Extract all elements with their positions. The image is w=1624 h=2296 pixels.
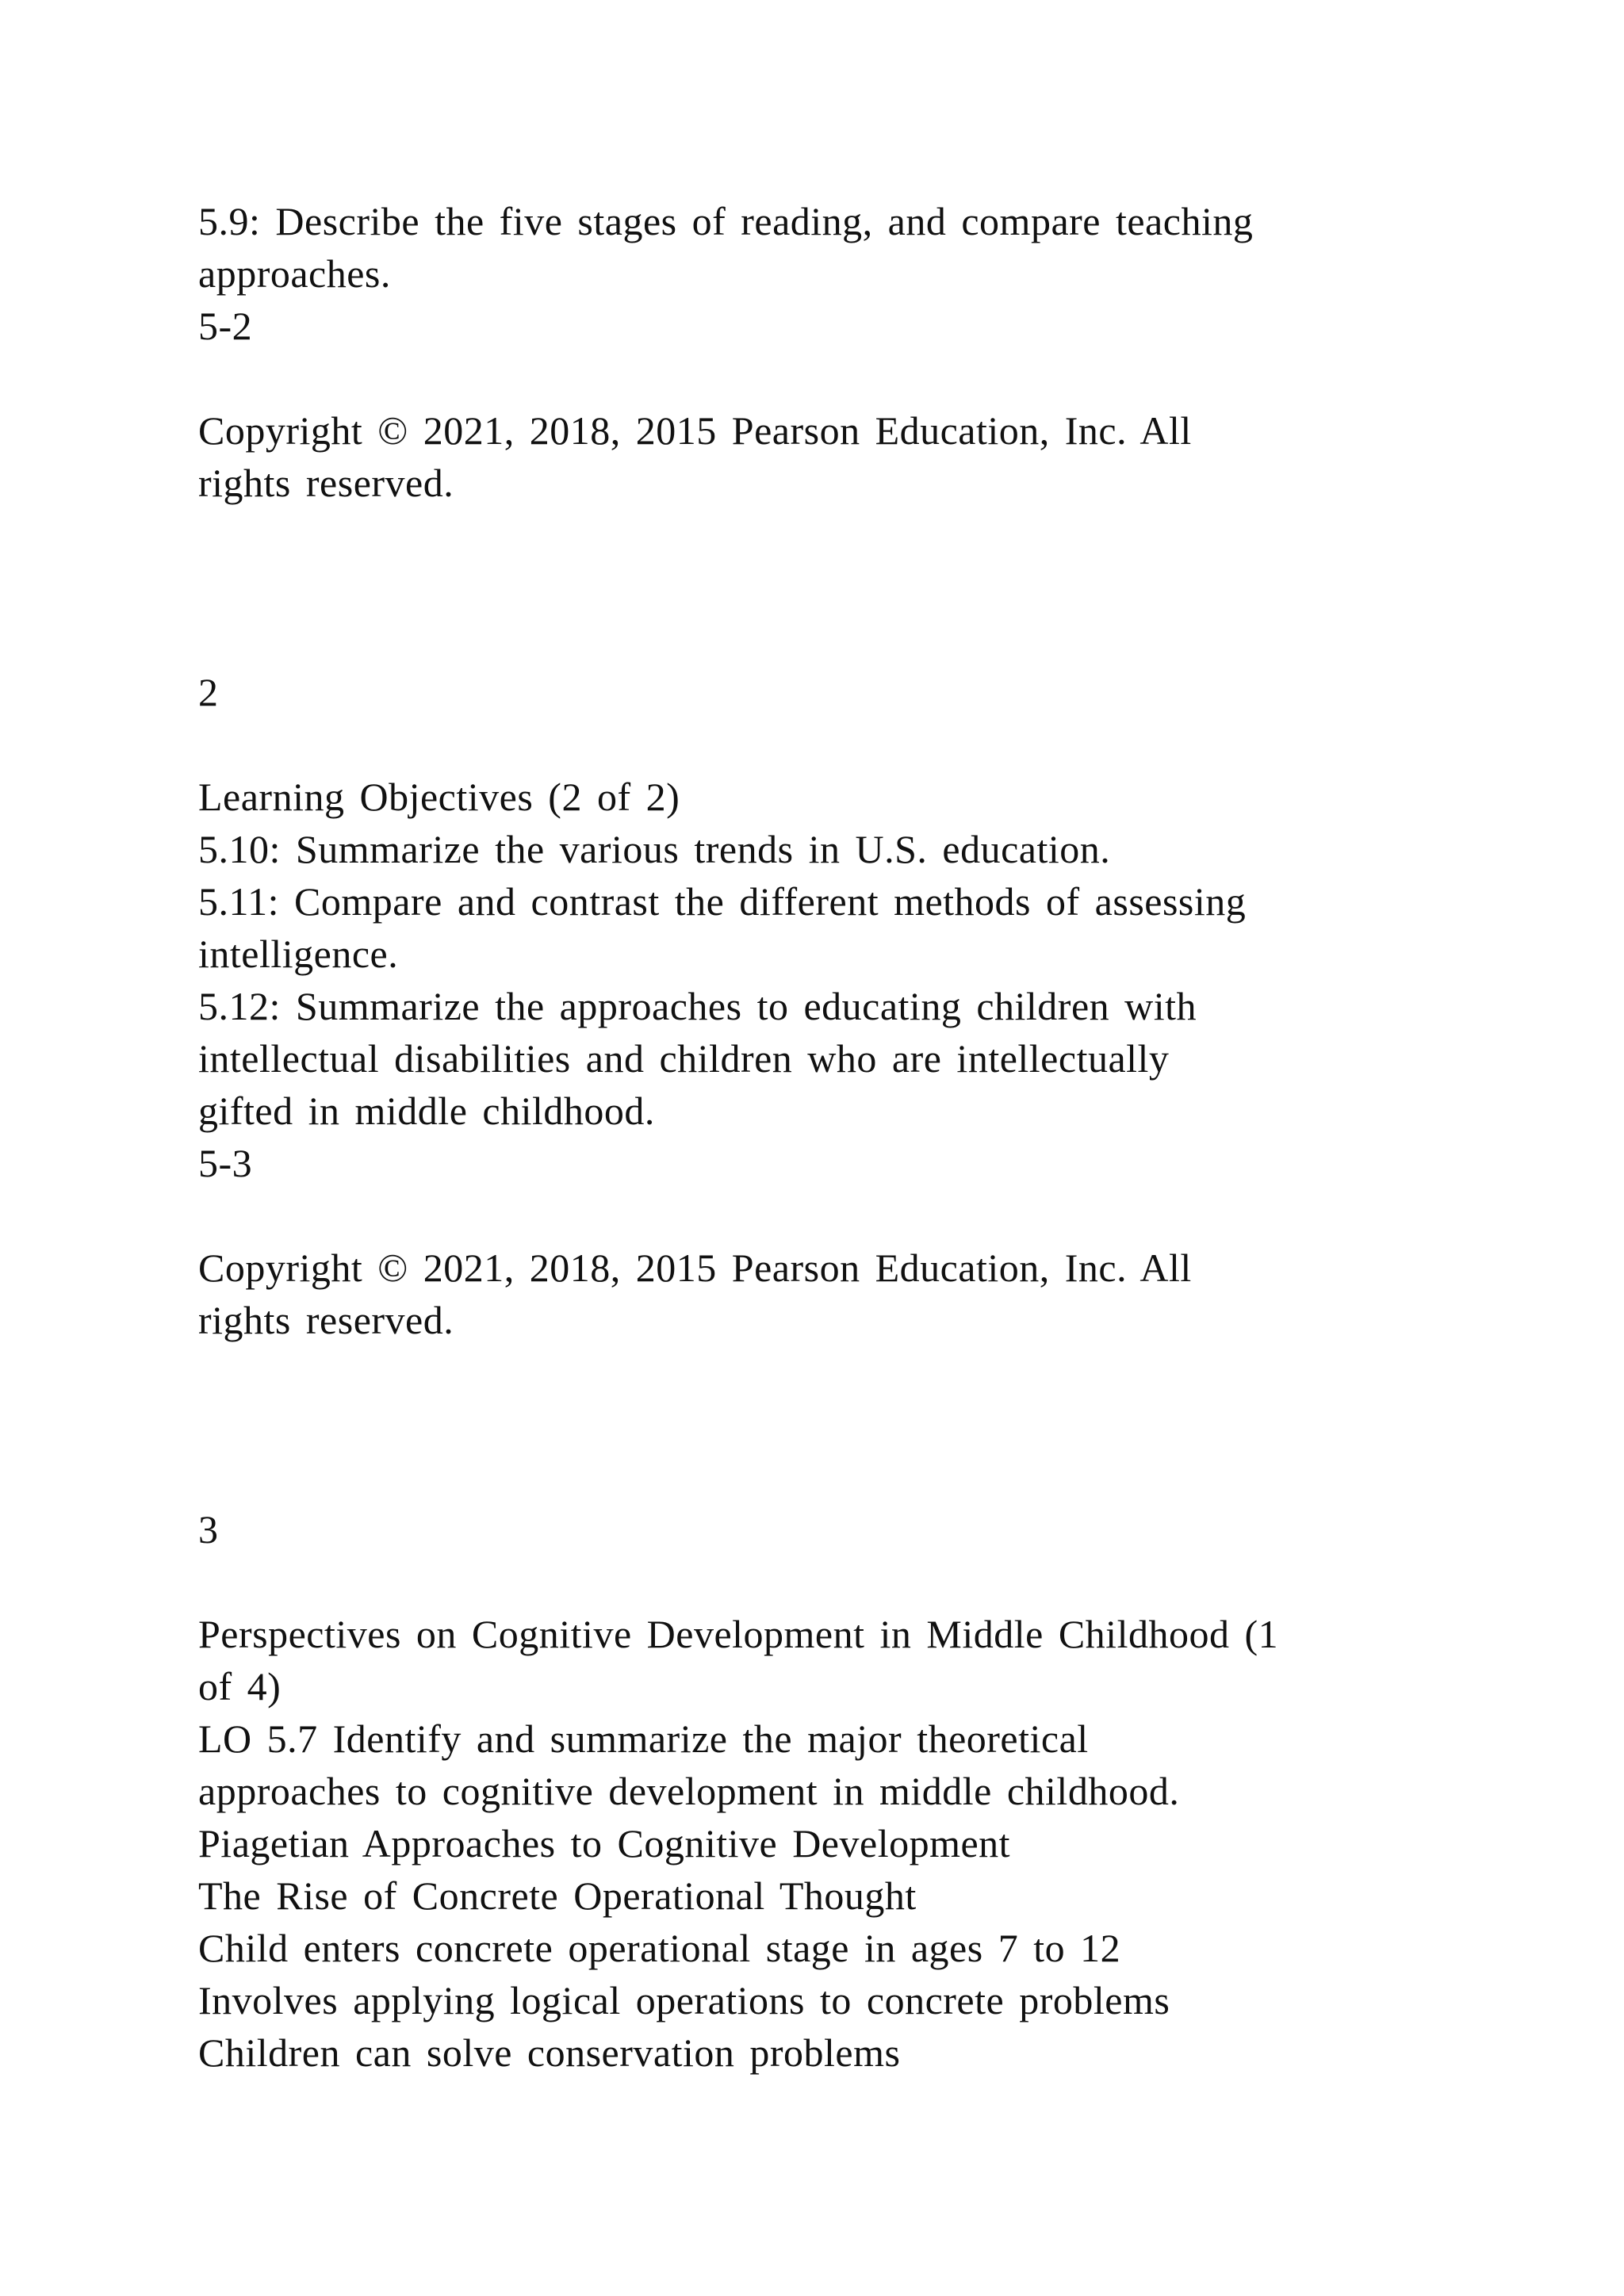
slide-title: Perspectives on Cognitive Development in Middle Childhood (1 bbox=[198, 1612, 1279, 1656]
copyright-line: Copyright © 2021, 2018, 2015 Pearson Education, Inc. All bbox=[198, 408, 1192, 453]
bullet-line: Children can solve conservation problems bbox=[198, 2030, 901, 2075]
objective-line: LO 5.7 Identify and summarize the major theoretical bbox=[198, 1716, 1089, 1761]
slide-text-block-3 bbox=[198, 1608, 1499, 2079]
objective-line: 5.10: Summarize the various trends in U.S. education. bbox=[198, 827, 1111, 871]
slide-code: 5-2 bbox=[198, 304, 253, 348]
page-number-3: 3 bbox=[198, 1507, 219, 1552]
objective-line: gifted in middle childhood. bbox=[198, 1089, 655, 1133]
objective-line: 5.11: Compare and contrast the different methods of assessing bbox=[198, 879, 1247, 924]
copyright-notice-1 bbox=[198, 404, 1499, 509]
page-number-2: 2 bbox=[198, 670, 219, 714]
slide-code: 5-3 bbox=[198, 1141, 253, 1185]
objective-line: approaches. bbox=[198, 251, 391, 296]
bullet-line: Piagetian Approaches to Cognitive Development bbox=[198, 1821, 1011, 1866]
document-page bbox=[198, 195, 1499, 2079]
copyright-line: rights reserved. bbox=[198, 461, 454, 505]
objective-line: approaches to cognitive development in middle childhood. bbox=[198, 1769, 1180, 1813]
copyright-notice-2 bbox=[198, 1242, 1499, 1346]
slide-text-block-2 bbox=[198, 771, 1499, 1189]
copyright-line: rights reserved. bbox=[198, 1298, 454, 1342]
copyright-line: Copyright © 2021, 2018, 2015 Pearson Education, Inc. All bbox=[198, 1246, 1192, 1290]
objective-line: intellectual disabilities and children who are intellectually bbox=[198, 1036, 1170, 1081]
objective-line: intelligence. bbox=[198, 932, 399, 976]
bullet-line: The Rise of Concrete Operational Thought bbox=[198, 1873, 917, 1918]
slide-title: of 4) bbox=[198, 1664, 282, 1709]
objective-line: 5.12: Summarize the approaches to educating children with bbox=[198, 984, 1197, 1028]
slide-title: Learning Objectives (2 of 2) bbox=[198, 775, 680, 819]
slide-text-block-1 bbox=[198, 195, 1499, 352]
bullet-line: Involves applying logical operations to concrete problems bbox=[198, 1978, 1170, 2022]
objective-line: 5.9: Describe the five stages of reading, and compare teaching bbox=[198, 199, 1254, 243]
bullet-line: Child enters concrete operational stage in ages 7 to 12 bbox=[198, 1926, 1121, 1970]
